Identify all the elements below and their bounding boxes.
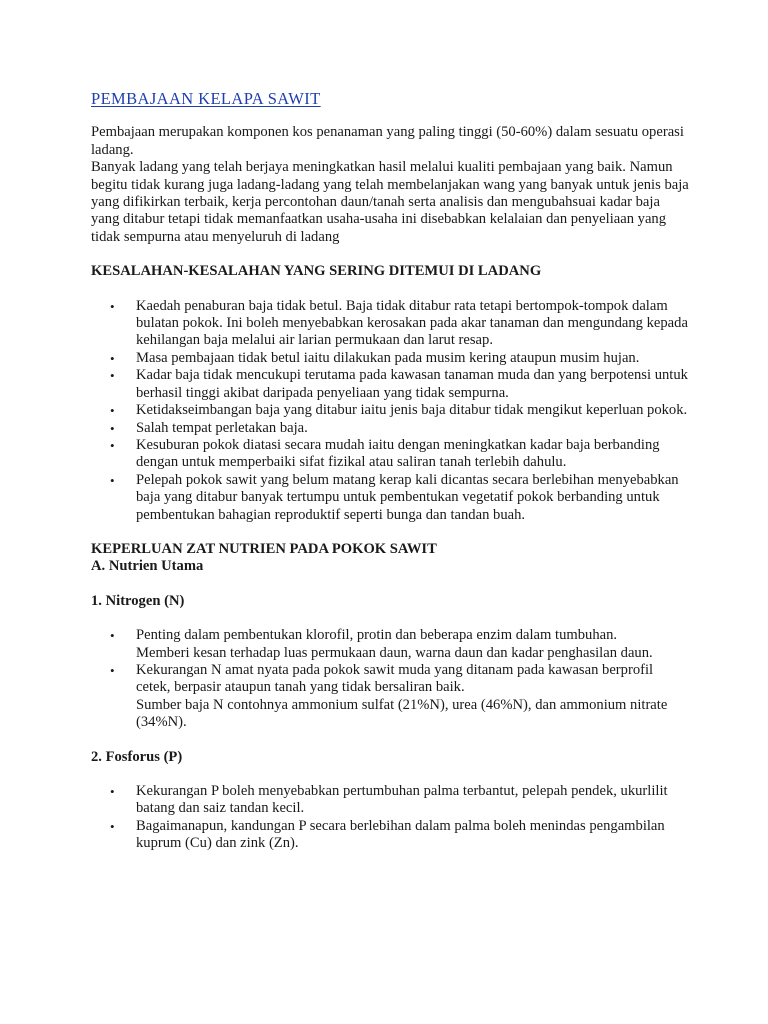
nitrogen-item-1-line-2: Memberi kesan terhadap luas permukaan daun, warna daun dan kadar penghasilan daun.: [136, 644, 653, 661]
list-item: • Pelepah pokok sawit yang belum matang kerap kali dicantas secara berlebihan menyebabkan baja yang ditabur banyak tertumpu untuk pembentukan vegetatif pokok berbanding untuk pembentukan bahagian reproduktif seperti bunga dan tandan buah.: [136, 472, 691, 524]
nitrogen-item-1: Penting dalam pembentukan klorofil, protin dan beberapa enzim dalam tumbuhan.: [136, 627, 618, 644]
nitrogen-heading: 1. Nitrogen (N): [91, 592, 185, 609]
list-item: [136, 662, 691, 732]
phosphorus-heading: 2. Fosforus (P): [91, 748, 183, 765]
document-title[interactable]: PEMBAJAAN KELAPA SAWIT: [91, 89, 321, 108]
list-item: • Kesuburan pokok diatasi secara mudah iaitu dengan meningkatkan kadar baja berbanding dengan untuk memperbaiki sifat fizikal atau saliran tanah terlebih dahulu.: [136, 437, 691, 472]
list-item: • Salah tempat perletakan baja.: [136, 420, 691, 437]
list-item: • Ketidakseimbangan baja yang ditabur iaitu jenis baja ditabur tidak mengikut keperluan pokok.: [136, 402, 691, 419]
list-item: [136, 627, 691, 662]
list-item: • Kaedah penaburan baja tidak betul. Baja tidak ditabur rata tetapi bertompok-tompok dalam bulatan pokok. Ini boleh menyebabkan kerosakan pada akar tanaman dan mengundang kepada kehilangan baja melalui air larian permukaan dan larut resap.: [136, 298, 691, 350]
nitrogen-item-2-line-2: Sumber baja N contohnya ammonium sulfat (21%N), urea (46%N), dan ammonium nitrate (34%N).: [136, 696, 668, 731]
intro-paragraph-1: Pembajaan merupakan komponen kos penanaman yang paling tinggi (50-60%) dalam sesuatu operasi ladang.: [91, 124, 684, 158]
nutrients-heading: KEPERLUAN ZAT NUTRIEN PADA POKOK SAWIT: [91, 540, 437, 557]
mistakes-list: [91, 298, 691, 524]
nutrients-subheading: A. Nutrien Utama: [91, 558, 204, 575]
list-item: • Kadar baja tidak mencukupi terutama pada kawasan tanaman muda dan yang berpotensi untuk berhasil tinggi akibat daripada penyeliaan yang tidak sempurna.: [136, 367, 691, 402]
nitrogen-list: [91, 627, 691, 731]
mistakes-heading: KESALAHAN-KESALAHAN YANG SERING DITEMUI DI LADANG: [91, 263, 542, 280]
list-item: • Masa pembajaan tidak betul iaitu dilakukan pada musim kering ataupun musim hujan.: [136, 350, 691, 367]
list-item: • Kekurangan P boleh menyebabkan pertumbuhan palma terbantut, pelepah pendek, ukurlilit batang dan saiz tandan kecil.: [136, 783, 691, 818]
document-page: [91, 90, 691, 870]
phosphorus-list: [91, 783, 691, 853]
intro-paragraph-2: Banyak ladang yang telah berjaya meningkatkan hasil melalui kualiti pembajaan yang baik. Namun begitu tidak kurang juga ladang-ladang yang telah membelanjakan wang yang banyak untuk jenis baja yang difikirkan terbaik, kerja percontohan daun/tanah serta analisis dan mengubahsuai kadar baja yang ditabur tetapi tidak memanfaatkan usaha-usaha ini disebabkan kelalaian dan penyeliaan yang tidak sempurna atau menyeluruh di ladang: [91, 159, 689, 245]
list-item: • Bagaimanapun, kandungan P secara berlebihan dalam palma boleh menindas pengambilan kuprum (Cu) dan zink (Zn).: [136, 818, 691, 853]
nitrogen-item-2: Kekurangan N amat nyata pada pokok sawit muda yang ditanam pada kawasan berprofil cetek, berpasir ataupun tanah yang tidak bersaliran baik.: [136, 661, 654, 696]
